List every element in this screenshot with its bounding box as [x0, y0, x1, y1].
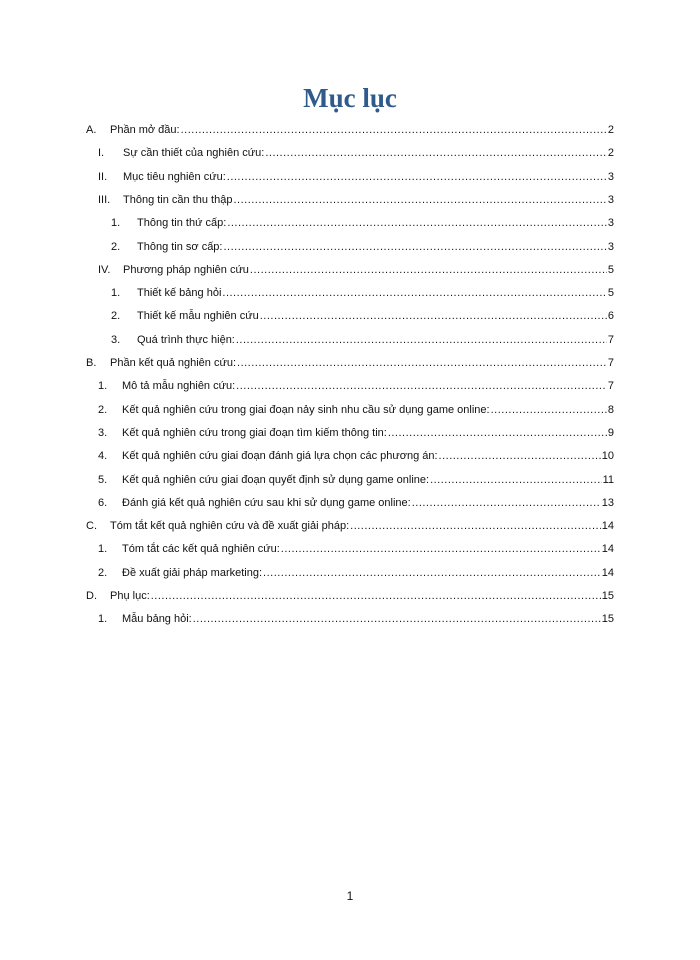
toc-dot-leader — [151, 589, 601, 603]
toc-entry[interactable] — [0, 233, 700, 255]
toc-dot-leader — [491, 403, 607, 417]
toc-entry-number: 1. — [98, 543, 108, 556]
toc-title: Mục lục — [303, 83, 397, 113]
toc-entry-line — [122, 449, 614, 463]
toc-entry-page: 3 — [607, 240, 614, 253]
toc-entry-number: 2. — [111, 240, 121, 253]
toc-entry[interactable] — [0, 559, 700, 581]
toc-entry-line — [122, 403, 614, 417]
toc-entry-line — [137, 286, 614, 300]
toc-entry[interactable] — [0, 466, 700, 488]
toc-entry[interactable] — [0, 326, 700, 348]
toc-entry-label: Thông tin cần thu thập — [123, 193, 233, 206]
toc-entry-page: 6 — [607, 310, 614, 323]
toc-entry[interactable] — [0, 279, 700, 301]
toc-entry-label: Kết quả nghiên cứu giai đoạn đánh giá lựa chọn các phương án: — [122, 450, 438, 463]
toc-entry-page: 8 — [607, 403, 614, 416]
toc-entry[interactable] — [0, 256, 700, 278]
toc-entry-line — [137, 309, 614, 323]
toc-dot-leader — [388, 426, 607, 440]
toc-entry-page: 14 — [601, 566, 614, 579]
toc-entry[interactable] — [0, 349, 700, 371]
toc-entry-number: II. — [98, 170, 108, 183]
toc-dot-leader — [222, 286, 606, 300]
toc-dot-leader — [223, 240, 606, 254]
toc-entry-page: 2 — [607, 147, 614, 160]
toc-entry[interactable] — [0, 489, 700, 511]
toc-dot-leader — [263, 566, 601, 580]
toc-entry-number: A. — [86, 124, 97, 136]
toc-dot-leader — [260, 309, 607, 323]
toc-entry-label: Đánh giá kết quả nghiên cứu sau khi sử dụng game online: — [122, 496, 411, 509]
toc-entry-page: 13 — [601, 496, 614, 509]
toc-entry-number: D. — [86, 590, 97, 602]
toc-entry-number: 3. — [111, 333, 121, 346]
toc-entry-number: 1. — [111, 217, 121, 230]
toc-entry[interactable] — [0, 186, 700, 208]
page-number: 1 — [346, 889, 354, 903]
toc-entry-line — [137, 333, 614, 347]
toc-entry[interactable] — [0, 209, 700, 231]
toc-entry-label: Thiết kế mẫu nghiên cứu — [137, 310, 259, 323]
toc-dot-leader — [227, 170, 607, 184]
toc-entry-number: III. — [98, 193, 111, 206]
toc-entry-page: 7 — [607, 357, 614, 369]
toc-entry-line — [110, 356, 614, 370]
toc-entry-label: Kết quả nghiên cứu trong giai đoạn tìm kiếm thông tin: — [122, 426, 387, 439]
toc-dot-leader — [439, 449, 601, 463]
toc-entry[interactable] — [0, 372, 700, 394]
toc-entry-number: 2. — [98, 566, 108, 579]
toc-entry-label: Thiết kế bảng hỏi — [137, 287, 222, 300]
toc-entry[interactable] — [0, 512, 700, 534]
toc-dot-leader — [250, 263, 607, 277]
toc-entry-number: C. — [86, 520, 97, 533]
toc-entry-label: Tóm tắt kết quả nghiên cứu và đề xuất giải pháp: — [110, 520, 350, 533]
toc-entry-line — [110, 519, 614, 533]
toc-entry-label: Quá trình thực hiện: — [137, 333, 235, 346]
toc-entry-line — [123, 146, 614, 160]
toc-entry-line — [122, 379, 614, 393]
toc-entry[interactable] — [0, 582, 700, 604]
toc-entry[interactable] — [0, 396, 700, 418]
toc-entry-line — [110, 589, 614, 603]
toc-entry-page: 14 — [601, 520, 614, 533]
toc-entry-label: Sự cần thiết của nghiên cứu: — [123, 147, 265, 160]
toc-entry-label: Phụ lục: — [110, 590, 150, 602]
toc-entry-line — [122, 426, 614, 440]
toc-entry-page: 15 — [601, 590, 614, 602]
toc-entry-page: 10 — [601, 450, 614, 463]
toc-dot-leader — [281, 542, 601, 556]
toc-entry-number: 1. — [111, 287, 121, 300]
toc-entry-number: 5. — [98, 473, 108, 486]
toc-dot-leader — [412, 496, 601, 510]
toc-entry-page: 3 — [607, 193, 614, 206]
toc-entry[interactable] — [0, 442, 700, 464]
toc-entry-number: 2. — [111, 310, 121, 323]
toc-entry-page: 3 — [607, 217, 614, 230]
toc-dot-leader — [193, 612, 601, 626]
toc-entry-page: 5 — [607, 263, 614, 276]
toc-entry-number: I. — [98, 147, 105, 160]
toc-entry[interactable] — [0, 139, 700, 161]
toc-entry[interactable] — [0, 535, 700, 557]
toc-entry-number: 1. — [98, 380, 108, 393]
toc-entry-label: Thông tin thứ cấp: — [137, 217, 227, 230]
toc-entry-line — [137, 240, 614, 254]
toc-entry-label: Phần kết quả nghiên cứu: — [110, 357, 237, 369]
toc-entry[interactable] — [0, 163, 700, 185]
toc-entry-line — [122, 542, 614, 556]
toc-entry-page: 7 — [607, 380, 614, 393]
toc-entry-label: Kết quả nghiên cứu trong giai đoạn nảy sinh nhu cầu sử dụng game online: — [122, 403, 490, 416]
toc-entry-number: 6. — [98, 496, 108, 509]
toc-entry-label: Phương pháp nghiên cứu — [123, 263, 249, 276]
toc-entry-label: Mô tả mẫu nghiên cứu: — [122, 380, 236, 393]
toc-entry-line — [122, 566, 614, 580]
toc-dot-leader — [265, 146, 607, 160]
toc-entry[interactable] — [0, 116, 700, 138]
toc-dot-leader — [233, 193, 606, 207]
toc-entry[interactable] — [0, 605, 700, 627]
toc-entry-page: 2 — [607, 124, 614, 136]
toc-entry-page: 9 — [607, 426, 614, 439]
toc-entry-line — [137, 216, 614, 230]
toc-entry-label: Mục tiêu nghiên cứu: — [123, 170, 226, 183]
toc-dot-leader — [236, 379, 607, 393]
toc-entry-line — [122, 496, 614, 510]
toc-entry[interactable] — [0, 419, 700, 441]
toc-entry-line — [110, 123, 614, 137]
toc-entry-number: 4. — [98, 450, 108, 463]
toc-entry-label: Đề xuất giải pháp marketing: — [122, 566, 263, 579]
toc-dot-leader — [237, 356, 607, 370]
toc-entry-label: Tóm tắt các kết quả nghiên cứu: — [122, 543, 280, 556]
toc-entry-page: 3 — [607, 170, 614, 183]
toc-entry-page: 5 — [607, 287, 614, 300]
toc-entry-number: B. — [86, 357, 97, 369]
toc-entry-line — [123, 263, 614, 277]
toc-entry-page: 14 — [601, 543, 614, 556]
toc-entry[interactable] — [0, 302, 700, 324]
toc-dot-leader — [227, 216, 607, 230]
toc-entry-page: 11 — [602, 473, 614, 486]
toc-entry-label: Mẫu bảng hỏi: — [122, 613, 192, 626]
toc-dot-leader — [181, 123, 607, 137]
toc-entry-number: 2. — [98, 403, 108, 416]
toc-entry-line — [122, 612, 614, 626]
toc-entry-line — [122, 473, 614, 487]
toc-entry-label: Kết quả nghiên cứu giai đoạn quyết định sử dụng game online: — [122, 473, 430, 486]
toc-dot-leader — [236, 333, 607, 347]
toc-entry-number: 1. — [98, 613, 108, 626]
toc-entry-page: 7 — [607, 333, 614, 346]
toc-entry-line — [123, 170, 614, 184]
toc-dot-leader — [430, 473, 602, 487]
toc-entry-page: 15 — [601, 613, 614, 626]
toc-entry-number: IV. — [98, 263, 111, 276]
toc-entry-label: Thông tin sơ cấp: — [137, 240, 223, 253]
toc-dot-leader — [350, 519, 601, 533]
toc-entry-label: Phần mở đầu: — [110, 124, 180, 136]
toc-entry-line — [123, 193, 614, 207]
toc-entry-number: 3. — [98, 426, 108, 439]
